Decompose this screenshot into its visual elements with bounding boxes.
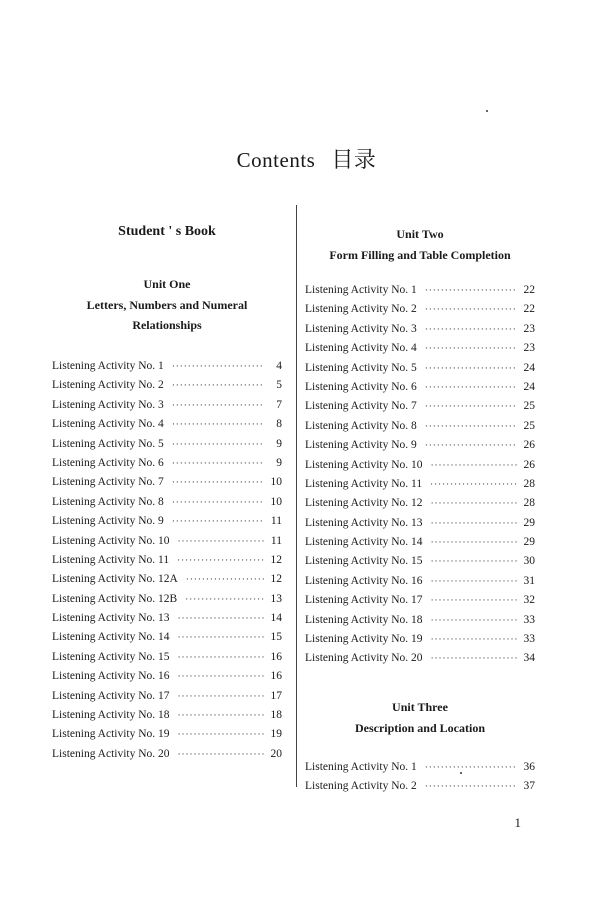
toc-entry-label: Listening Activity No. 2 xyxy=(305,780,417,793)
toc-entry[interactable] xyxy=(305,359,535,378)
toc-entry-label: Listening Activity No. 7 xyxy=(52,476,164,489)
dot-leader xyxy=(172,473,264,492)
unit-three-list xyxy=(305,758,535,797)
toc-entry-page: 5 xyxy=(276,379,282,392)
toc-entry-label: Listening Activity No. 6 xyxy=(52,456,164,469)
toc-entry[interactable] xyxy=(305,777,535,796)
toc-entry-label: Listening Activity No. 1 xyxy=(305,284,417,296)
dot-leader xyxy=(178,687,264,706)
toc-entry[interactable] xyxy=(52,590,282,609)
toc-entry[interactable] xyxy=(52,493,282,512)
unit-two-heading xyxy=(305,224,535,265)
toc-entry[interactable] xyxy=(52,376,282,395)
dot-leader xyxy=(425,320,517,339)
toc-entry[interactable] xyxy=(305,397,535,416)
toc-entry[interactable] xyxy=(305,494,535,513)
toc-entry-page: 20 xyxy=(270,747,282,760)
toc-entry[interactable] xyxy=(52,745,282,764)
title-english: Contents xyxy=(236,148,316,172)
toc-entry-label: Listening Activity No. 20 xyxy=(305,652,423,665)
dot-leader xyxy=(186,570,264,589)
dot-leader xyxy=(431,456,517,475)
dot-leader xyxy=(431,572,517,591)
toc-entry-label: Listening Activity No. 9 xyxy=(52,515,164,528)
toc-entry-label: Listening Activity No. 15 xyxy=(305,555,423,568)
toc-entry-page: 11 xyxy=(270,534,282,547)
toc-entry-label: Listening Activity No. 12 xyxy=(305,497,423,510)
toc-entry-label: Listening Activity No. 10 xyxy=(305,458,423,471)
page-title xyxy=(0,143,613,174)
toc-entry[interactable] xyxy=(305,572,535,591)
toc-entry[interactable] xyxy=(52,396,282,415)
toc-entry[interactable] xyxy=(305,591,535,610)
toc-entry-page: 36 xyxy=(523,760,535,773)
toc-entry[interactable] xyxy=(305,300,535,319)
unit-one-title-line2: Relationships xyxy=(132,318,202,332)
dot-leader xyxy=(425,777,517,796)
dot-leader xyxy=(431,630,517,649)
toc-entry[interactable] xyxy=(52,415,282,434)
toc-entry-label: Listening Activity No. 14 xyxy=(52,631,170,644)
toc-entry-label: Listening Activity No. 19 xyxy=(305,633,423,646)
toc-entry[interactable] xyxy=(305,649,535,668)
toc-entry-page: 25 xyxy=(523,400,535,413)
dot-leader xyxy=(425,397,517,416)
toc-entry-label: Listening Activity No. 8 xyxy=(52,495,164,508)
toc-entry[interactable] xyxy=(305,758,535,777)
dot-leader xyxy=(425,436,517,455)
toc-entry-page: 26 xyxy=(523,458,535,471)
toc-entry-label: Listening Activity No. 5 xyxy=(52,437,164,450)
toc-entry[interactable] xyxy=(305,320,535,339)
right-column xyxy=(305,224,535,797)
toc-entry[interactable] xyxy=(52,532,282,551)
toc-entry[interactable] xyxy=(52,570,282,589)
toc-entry[interactable] xyxy=(52,628,282,647)
toc-entry-label: Listening Activity No. 12B xyxy=(52,592,178,605)
page-number: 1 xyxy=(514,815,521,830)
toc-entry-page: 4 xyxy=(276,360,282,372)
dot-leader xyxy=(178,667,264,686)
toc-entry[interactable] xyxy=(305,533,535,552)
unit-two-label: Unit Two xyxy=(396,227,444,241)
dot-leader xyxy=(431,533,517,552)
unit-three-label: Unit Three xyxy=(392,699,448,714)
toc-entry-page: 28 xyxy=(523,497,535,510)
toc-entry-label: Listening Activity No. 4 xyxy=(305,342,417,355)
unit-two-title: Form Filling and Table Completion xyxy=(329,248,511,262)
toc-entry-label: Listening Activity No. 1 xyxy=(305,760,417,773)
title-chinese: 目录 xyxy=(331,148,377,173)
toc-entry-label: Listening Activity No. 3 xyxy=(305,322,417,335)
left-column xyxy=(52,224,282,764)
toc-entry-page: 28 xyxy=(523,477,535,490)
toc-entry-label: Listening Activity No. 11 xyxy=(305,477,423,490)
dot-leader xyxy=(172,357,264,376)
toc-entry-page: 30 xyxy=(523,555,535,568)
unit-one-heading xyxy=(52,274,282,335)
toc-entry[interactable] xyxy=(305,417,535,436)
toc-entry-label: Listening Activity No. 17 xyxy=(52,689,170,702)
toc-entry-label: Listening Activity No. 6 xyxy=(305,380,417,393)
toc-entry-page: 24 xyxy=(523,361,535,374)
toc-entry-label: Listening Activity No. 13 xyxy=(305,516,423,529)
toc-entry-page: 10 xyxy=(270,495,282,508)
toc-entry-label: Listening Activity No. 17 xyxy=(305,594,423,607)
toc-entry-label: Listening Activity No. 15 xyxy=(52,650,170,663)
dot-leader xyxy=(431,649,517,668)
toc-entry[interactable] xyxy=(52,512,282,531)
toc-entry[interactable] xyxy=(305,456,535,475)
toc-entry-page: 16 xyxy=(270,650,282,663)
toc-entry[interactable] xyxy=(52,435,282,454)
dot-leader xyxy=(431,611,517,630)
toc-entry-label: Listening Activity No. 2 xyxy=(52,379,164,392)
toc-entry-label: Listening Activity No. 16 xyxy=(305,574,423,587)
toc-entry-page: 25 xyxy=(523,419,535,432)
toc-entry[interactable] xyxy=(305,630,535,649)
dot-leader xyxy=(177,551,264,570)
dot-leader xyxy=(172,396,264,415)
toc-entry[interactable] xyxy=(52,648,282,667)
toc-entry-page: 18 xyxy=(270,709,282,722)
print-speck xyxy=(460,772,462,774)
dot-leader xyxy=(185,590,264,609)
toc-entry-page: 31 xyxy=(523,574,535,587)
dot-leader xyxy=(425,300,517,319)
dot-leader xyxy=(178,745,264,764)
dot-leader xyxy=(178,609,264,628)
toc-entry-label: Listening Activity No. 13 xyxy=(52,612,170,625)
toc-entry[interactable] xyxy=(52,454,282,473)
toc-entry-page: 23 xyxy=(523,342,535,355)
unit-one-label: Unit One xyxy=(143,277,191,291)
toc-entry-label: Listening Activity No. 14 xyxy=(305,536,423,549)
toc-entry-page: 13 xyxy=(270,592,282,605)
dot-leader xyxy=(431,494,517,513)
toc-entry[interactable] xyxy=(305,436,535,455)
toc-entry-page: 32 xyxy=(523,594,535,607)
dot-leader xyxy=(425,359,517,378)
toc-entry-page: 12 xyxy=(270,573,282,586)
dot-leader xyxy=(425,339,517,358)
dot-leader xyxy=(431,552,517,571)
toc-entry-label: Listening Activity No. 12A xyxy=(52,573,178,586)
dot-leader xyxy=(425,417,517,436)
toc-entry-page: 15 xyxy=(270,631,282,644)
dot-leader xyxy=(425,758,517,777)
toc-entry-page: 24 xyxy=(523,380,535,393)
toc-entry-page: 19 xyxy=(270,728,282,741)
toc-entry-page: 9 xyxy=(276,437,282,450)
dot-leader xyxy=(172,512,264,531)
toc-entry-label: Listening Activity No. 16 xyxy=(52,670,170,683)
toc-entry-label: Listening Activity No. 19 xyxy=(52,728,170,741)
toc-entry-label: Listening Activity No. 7 xyxy=(305,400,417,413)
dot-leader xyxy=(178,628,264,647)
toc-entry[interactable] xyxy=(305,378,535,397)
toc-entry[interactable] xyxy=(52,609,282,628)
toc-entry-page: 33 xyxy=(523,633,535,646)
toc-entry-page: 37 xyxy=(523,780,535,793)
book-heading: Student ' s Book xyxy=(118,224,216,239)
toc-entry[interactable] xyxy=(305,514,535,533)
toc-entry-label: Listening Activity No. 18 xyxy=(52,709,170,722)
toc-entry-label: Listening Activity No. 2 xyxy=(305,303,417,316)
dot-leader xyxy=(178,648,264,667)
toc-entry-page: 10 xyxy=(270,476,282,489)
toc-entry-page: 8 xyxy=(276,418,282,431)
toc-entry[interactable] xyxy=(305,281,535,300)
column-divider xyxy=(296,205,297,787)
toc-entry[interactable] xyxy=(52,473,282,492)
toc-entry-label: Listening Activity No. 8 xyxy=(305,419,417,432)
toc-entry-label: Listening Activity No. 5 xyxy=(305,361,417,374)
dot-leader xyxy=(172,454,264,473)
toc-entry-page: 7 xyxy=(276,398,282,411)
unit-one-list xyxy=(52,357,282,764)
toc-entry-page: 29 xyxy=(523,536,535,549)
toc-entry-page: 9 xyxy=(276,456,282,469)
unit-three-heading xyxy=(305,697,535,738)
toc-entry[interactable] xyxy=(52,706,282,725)
toc-entry-page: 14 xyxy=(270,612,282,625)
toc-entry-page: 29 xyxy=(523,516,535,529)
toc-entry-page: 33 xyxy=(523,613,535,626)
toc-entry[interactable] xyxy=(52,667,282,686)
toc-entry[interactable] xyxy=(305,475,535,494)
dot-leader xyxy=(172,376,264,395)
dot-leader xyxy=(172,415,264,434)
toc-entry[interactable] xyxy=(52,725,282,744)
dot-leader xyxy=(431,514,517,533)
toc-entry-label: Listening Activity No. 9 xyxy=(305,439,417,452)
toc-entry-page: 11 xyxy=(270,515,282,528)
toc-entry-page: 34 xyxy=(523,652,535,665)
toc-entry-page: 23 xyxy=(523,322,535,335)
dot-leader xyxy=(425,378,517,397)
toc-entry-label: Listening Activity No. 3 xyxy=(52,398,164,411)
unit-one-title-line1: Letters, Numbers and Numeral xyxy=(86,298,248,312)
toc-entry[interactable] xyxy=(52,687,282,706)
toc-entry[interactable] xyxy=(305,339,535,358)
dot-leader xyxy=(178,706,264,725)
toc-entry-label: Listening Activity No. 18 xyxy=(305,613,423,626)
dot-leader xyxy=(178,532,264,551)
toc-entry-label: Listening Activity No. 11 xyxy=(52,553,170,566)
unit-three-title: Description and Location xyxy=(354,720,485,735)
toc-entry-label: Listening Activity No. 20 xyxy=(52,747,170,760)
toc-entry[interactable] xyxy=(305,552,535,571)
toc-entry-label: Listening Activity No. 10 xyxy=(52,534,170,547)
dot-leader xyxy=(431,591,517,610)
toc-entry-page: 22 xyxy=(523,303,535,316)
dot-leader xyxy=(172,493,264,512)
toc-entry-page: 17 xyxy=(270,689,282,702)
dot-leader xyxy=(430,475,517,494)
unit-two-list xyxy=(305,281,535,669)
toc-entry-page: 26 xyxy=(523,439,535,452)
toc-entry-page: 16 xyxy=(270,670,282,683)
toc-entry[interactable] xyxy=(305,611,535,630)
print-speck xyxy=(486,110,488,112)
dot-leader xyxy=(172,435,264,454)
dot-leader xyxy=(178,725,264,744)
toc-entry-page: 12 xyxy=(270,553,282,566)
toc-entry-page: 22 xyxy=(523,284,535,296)
dot-leader xyxy=(425,281,517,300)
toc-entry[interactable] xyxy=(52,357,282,376)
toc-entry-label: Listening Activity No. 4 xyxy=(52,418,164,431)
toc-entry-label: Listening Activity No. 1 xyxy=(52,360,164,372)
toc-entry[interactable] xyxy=(52,551,282,570)
